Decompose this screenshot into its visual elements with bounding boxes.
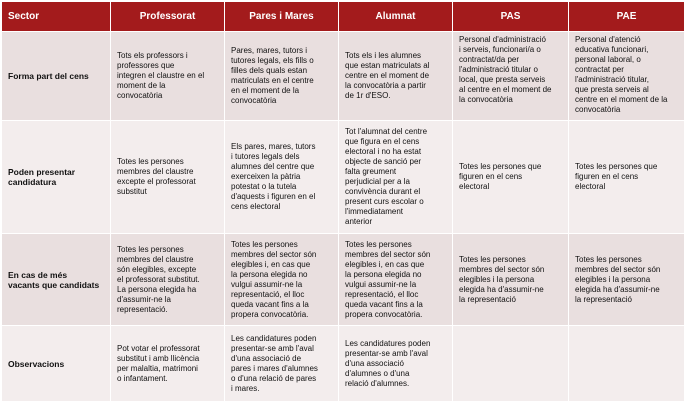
table-cell: Totes les persones membres del claustre excepte el professorat substitut [111,121,225,234]
table-cell: Les candidatures poden presentar-se amb l'aval d'una associació de pares i mares d'alumnes o d'una relació de pares i mares. [225,326,339,402]
table-cell: Totes les persones que figuren en el cens electoral [453,121,569,234]
header-sector: Sector [2,2,111,32]
table-cell: Els pares, mares, tutors i tutores legals dels alumnes del centre que exerceixen la pàtria potestat o la tutela d'aquests i figuren en el cens electoral [225,121,339,234]
header-pas: PAS [453,2,569,32]
elections-table [1,1,685,402]
table-cell: Personal d'administració i serveis, funcionari/a o contractat/da per l'administració titular o local, que presta serveis al centre en el moment de la convocatòria [453,32,569,121]
table-cell: Les candidatures poden presentar-se amb l'aval d'una associació d'alumnes o d'una relació d'alumnes. [339,326,453,402]
table-cell [453,326,569,402]
table-cell: Personal d'atenció educativa funcionari, personal laboral, o contractat per l'administració titular, que presta serveis al centre en el moment de la convocatòria [569,32,685,121]
table-cell: Pot votar el professorat substitut i amb llicència per malaltia, matrimoni o infantament. [111,326,225,402]
row-forma-part-cens [2,32,685,121]
table-cell: Totes les persones membres del sector són elegibles i, en cas que la persona elegida no vulgui assumir-ne la representació, el lloc queda vacant fins a la propera convocatòria. [225,234,339,326]
header-row [2,2,685,32]
row-label: Poden presentar candidatura [2,121,111,234]
row-mes-vacants [2,234,685,326]
table-cell [569,326,685,402]
row-poden-presentar [2,121,685,234]
table-cell: Tots els i les alumnes que estan matriculats al centre en el moment de la convocatòria a partir de 1r d'ESO. [339,32,453,121]
header-pares-mares: Pares i Mares [225,2,339,32]
table-cell: Totes les persones membres del sector són elegibles i la persona elegida ha d'assumir-ne la representació [453,234,569,326]
row-label: Forma part del cens [2,32,111,121]
table-cell: Totes les persones membres del claustre són elegibles, excepte el professorat substitut. La persona elegida ha d'assumir-ne la representació. [111,234,225,326]
header-alumnat: Alumnat [339,2,453,32]
table-cell: Totes les persones membres del sector són elegibles i, en cas que la persona elegida no vulgui assumir-ne la representació, el lloc queda vacant fins a la propera convocatòria. [339,234,453,326]
table-cell: Totes les persones membres del sector són elegibles i la persona elegida ha d'assumir-ne la representació [569,234,685,326]
header-professorat: Professorat [111,2,225,32]
table-cell: Pares, mares, tutors i tutores legals, els fills o filles dels quals estan matriculats en el centre en el moment de la convocatòria [225,32,339,121]
table-cell: Tots els professors i professores que integren el claustre en el moment de la convocatòria [111,32,225,121]
table-cell: Tot l'alumnat del centre que figura en el cens electoral i no ha estat objecte de sanció per falta greument perjudicial per a la convivència durant el present curs escolar o l'immediatament anterior [339,121,453,234]
row-observacions [2,326,685,402]
row-label: Observacions [2,326,111,402]
table-cell: Totes les persones que figuren en el cens electoral [569,121,685,234]
row-label: En cas de més vacants que candidats [2,234,111,326]
header-pae: PAE [569,2,685,32]
